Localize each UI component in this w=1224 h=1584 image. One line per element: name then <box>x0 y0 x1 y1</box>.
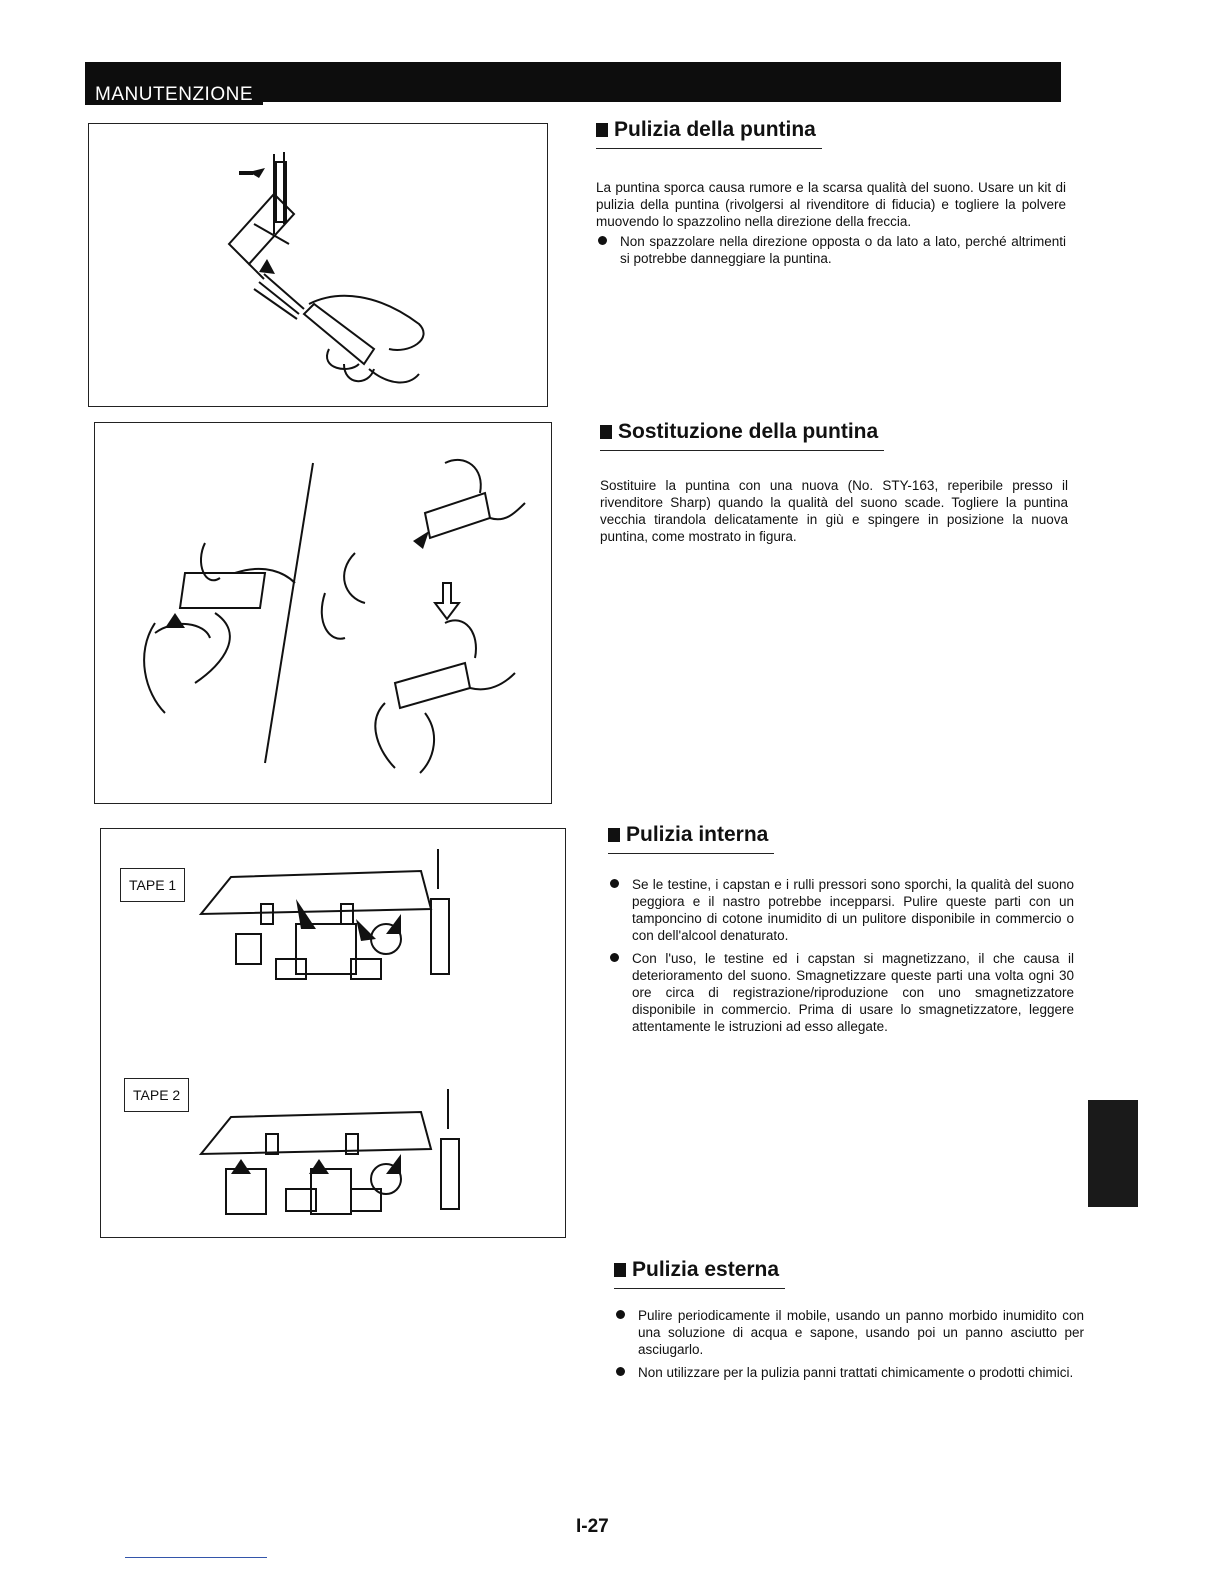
section-title: Sostituzione della puntina <box>618 420 879 443</box>
square-bullet-icon <box>600 425 612 439</box>
square-bullet-icon <box>596 123 608 137</box>
section-title: Pulizia della puntina <box>614 118 816 141</box>
section-title: Pulizia esterna <box>632 1258 780 1281</box>
footer-divider <box>125 1557 267 1558</box>
bullet-list <box>608 876 1074 1035</box>
bullet-list <box>614 1307 1084 1381</box>
square-bullet-icon <box>614 1263 626 1277</box>
section-paragraph: La puntina sporca causa rumore e la scarsa qualità del suono. Usare un kit di pulizia della puntina (rivolgersi al rivenditore di fiducia) e togliere la polvere muovendo lo spazzolino nella direzione della freccia. <box>596 180 1066 229</box>
bullet-list <box>596 233 1066 267</box>
section-stylus-cleaning <box>596 118 1066 267</box>
page-number: I-27 <box>576 1516 609 1537</box>
bullet-dot-icon <box>610 879 619 888</box>
stylus-brush-illustration <box>89 124 547 406</box>
list-item: Non spazzolare nella direzione opposta o da lato a lato, perché altrimenti si potrebbe danneggiare la puntina. <box>596 233 1066 267</box>
section-internal-cleaning <box>608 823 1074 1035</box>
figure-stylus-replacement <box>94 422 552 804</box>
section-title: Pulizia interna <box>626 823 769 846</box>
section-heading <box>608 823 774 854</box>
bullet-dot-icon <box>616 1367 625 1376</box>
bullet-dot-icon <box>616 1310 625 1319</box>
tape-2-label: TAPE 2 <box>124 1078 189 1112</box>
list-item: Con l'uso, le testine ed i capstan si magnetizzano, il che causa il deterioramento del suono. Smagnetizzare queste parti una volta ogni 30 ore circa di registrazione/riproduzione con uno smagnetizzatore disponibile in commercio. Prima di usare lo smagnetizzatore, leggere attentamente le istruzioni ad esso allegate. <box>608 950 1074 1035</box>
bullet-dot-icon <box>610 953 619 962</box>
page-title: MANUTENZIONE <box>85 83 263 105</box>
section-paragraph: Sostituire la puntina con una nuova (No. STY-163, reperibile presso il rivenditore Sharp) quando la qualità del suono scade. Togliere la puntina vecchia tirandola delicatamente in giù e spingere in posizione la nuova puntina, come mostrato in figura. <box>600 478 1068 544</box>
section-heading <box>600 420 884 451</box>
section-heading <box>614 1258 785 1289</box>
square-bullet-icon <box>608 828 620 842</box>
bullet-dot-icon <box>598 236 607 245</box>
figure-stylus-cleaning <box>88 123 548 407</box>
stylus-replacement-illustration <box>95 423 551 803</box>
list-item: Se le testine, i capstan e i rulli pressori sono sporchi, la qualità del suono peggiora e il nastro potrebbe incepparsi. Pulire queste parti con un tamponcino di cotone inumidito di un pulitore disponibile in commercio o con dell'alcool denaturato. <box>608 876 1074 944</box>
list-item: Pulire periodicamente il mobile, usando un panno morbido inumidito con una soluzione di acqua e sapone, usando poi un panno asciutto per asciugarlo. <box>614 1307 1084 1358</box>
tape-1-label: TAPE 1 <box>120 868 185 902</box>
section-heading <box>596 118 822 149</box>
section-stylus-replacement <box>600 420 1068 545</box>
side-thumb-tab <box>1088 1100 1138 1207</box>
list-item: Non utilizzare per la pulizia panni trattati chimicamente o prodotti chimici. <box>614 1364 1084 1381</box>
section-external-cleaning <box>614 1258 1084 1381</box>
